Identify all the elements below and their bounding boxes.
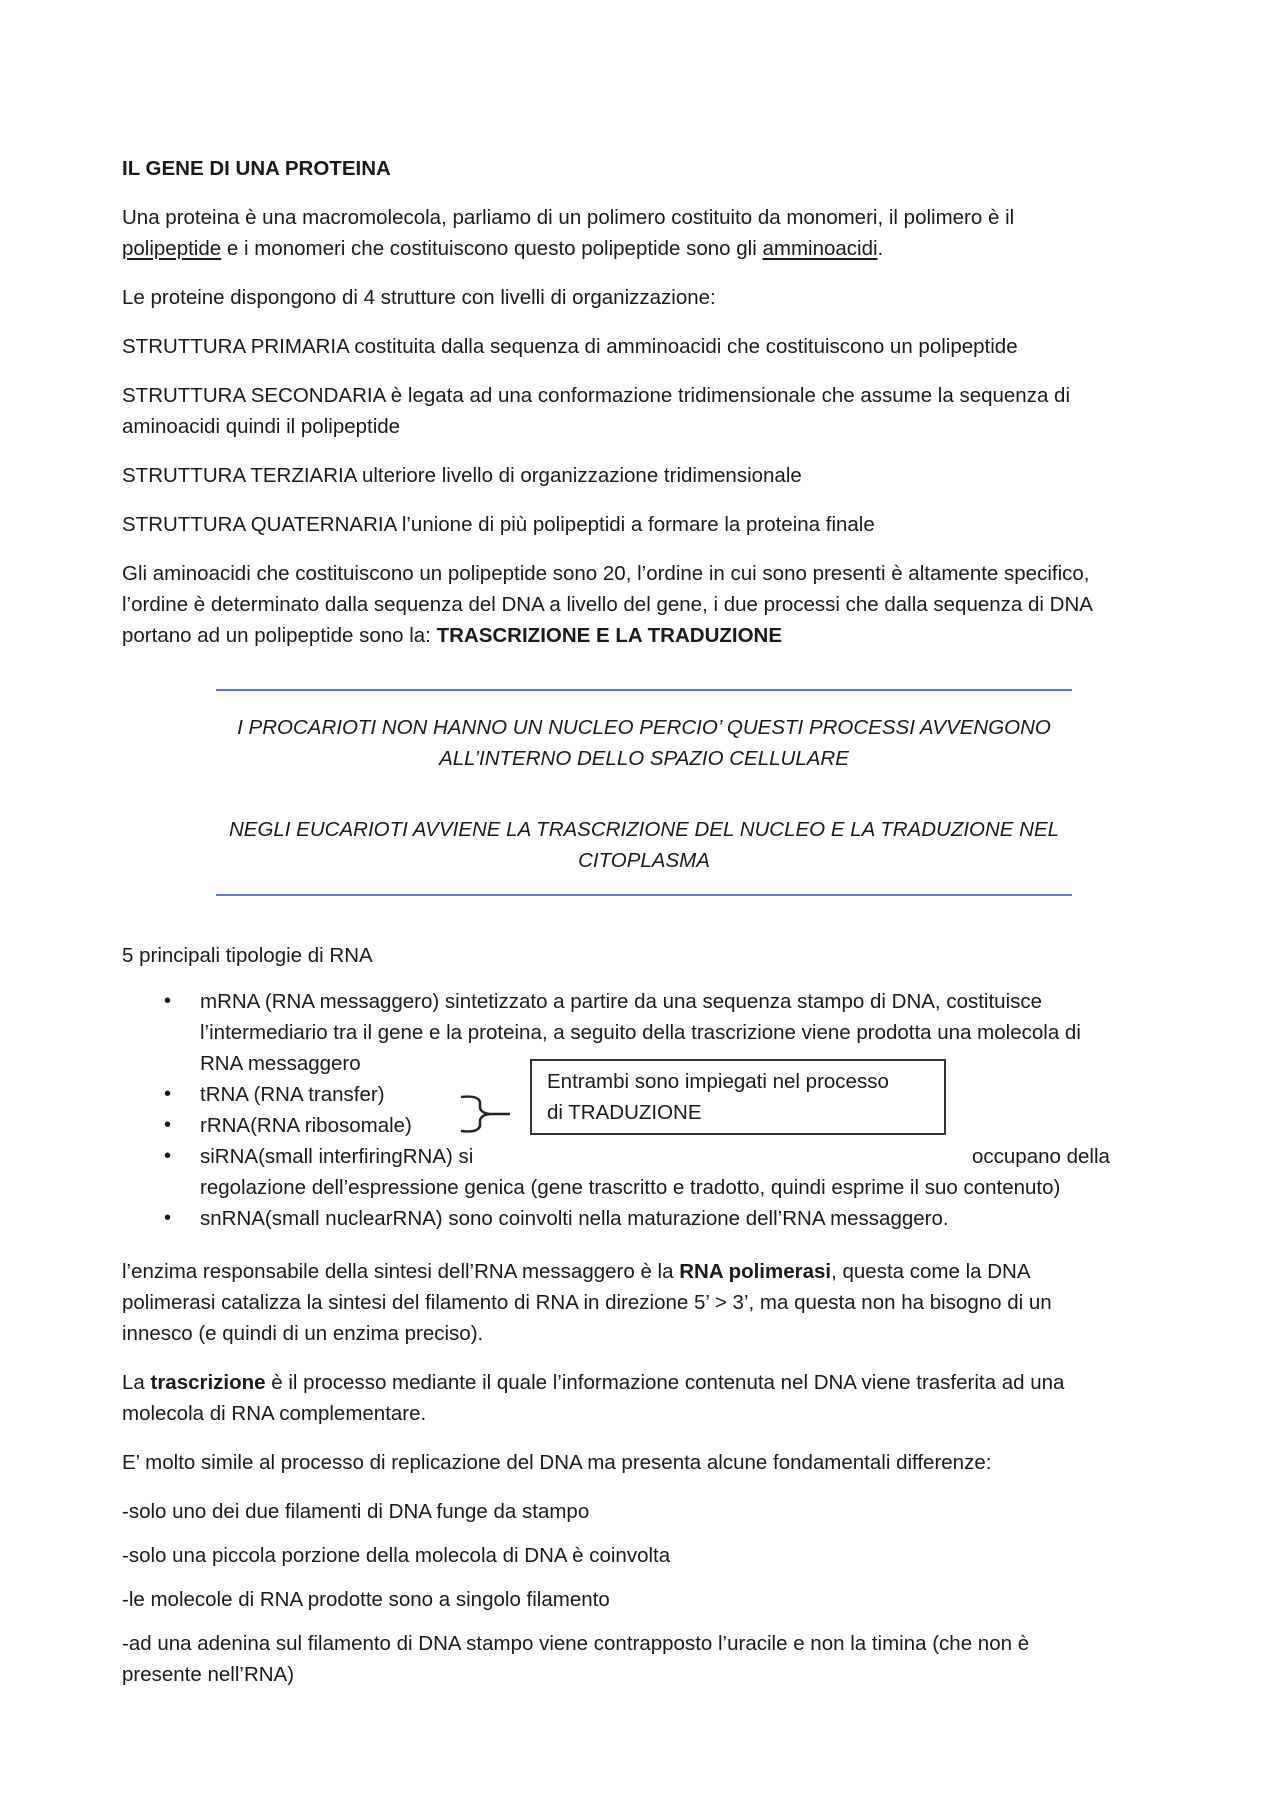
bullet-trna: •: [164, 1083, 172, 1105]
amino-line-3-text: portano ad un polipeptide sono la:: [122, 624, 437, 647]
amino-line-3: [122, 620, 782, 651]
callout-top-rule: [216, 689, 1072, 691]
rrna-item: rRNA(RNA ribosomale): [200, 1114, 412, 1137]
enzima-line-2: polimerasi catalizza la sintesi del filamento di RNA in direzione 5’ > 3’, ma questa non ha bisogno di un: [122, 1291, 1052, 1314]
intro-line-2-end: .: [877, 237, 884, 260]
callout-prokaryotes-line-2: ALL’INTERNO DELLO SPAZIO CELLULARE: [439, 747, 849, 770]
enzima-line-3: innesco (e quindi di un enzima preciso).: [122, 1322, 484, 1345]
callout-bottom-rule: [216, 894, 1072, 896]
differences-intro: E’ molto simile al processo di replicazione del DNA ma presenta alcune fondamentali differenze:: [122, 1451, 992, 1474]
callout-prokaryotes-line-1: I PROCARIOTI NON HANNO UN NUCLEO PERCIO’ QUESTI PROCESSI AVVENGONO: [237, 716, 1051, 739]
difference-3: -le molecole di RNA prodotte sono a singolo filamento: [122, 1588, 610, 1611]
translation-note-line-1: Entrambi sono impiegati nel processo: [547, 1070, 889, 1093]
curly-brace-icon: [458, 1094, 512, 1134]
translation-note-line-2: di TRADUZIONE: [547, 1101, 702, 1124]
rna-intro: 5 principali tipologie di RNA: [122, 944, 373, 967]
amino-line-3-bold: TRASCRIZIONE E LA TRADUZIONE: [436, 624, 783, 647]
mrna-line-3: RNA messaggero: [200, 1052, 361, 1075]
translation-note-box: [530, 1059, 946, 1135]
intro-line-1: Una proteina è una macromolecola, parliamo di un polimero costituito da monomeri, il polimero è il: [122, 206, 1015, 229]
callout-eukaryotes-line-2: CITOPLASMA: [578, 849, 710, 872]
trascrizione-line-2: molecola di RNA complementare.: [122, 1402, 427, 1425]
structure-secondary-line-2: aminoacidi quindi il polipeptide: [122, 415, 401, 438]
amino-line-2: l’ordine è determinato dalla sequenza del DNA a livello del gene, i due processi che dalla sequenza di DNA: [122, 593, 1093, 616]
trascrizione-line-1a: La: [122, 1371, 151, 1394]
page-title: IL GENE DI UNA PROTEINA: [122, 157, 391, 180]
bullet-sirna: •: [164, 1145, 172, 1167]
amino-line-1: Gli aminoacidi che costituiscono un polipeptide sono 20, l’ordine in cui sono presenti è altamente specifico,: [122, 562, 1090, 585]
structures-intro: Le proteine dispongono di 4 strutture con livelli di organizzazione:: [122, 286, 716, 309]
enzima-line-1: [122, 1256, 1031, 1287]
difference-2: -solo una piccola porzione della molecola di DNA è coinvolta: [122, 1544, 671, 1567]
bullet-snrna: •: [164, 1207, 172, 1229]
snrna-item: snRNA(small nuclearRNA) sono coinvolti nella maturazione dell’RNA messaggero.: [200, 1207, 949, 1230]
structure-quaternary: STRUTTURA QUATERNARIA l’unione di più polipeptidi a formare la proteina finale: [122, 513, 875, 536]
bullet-rrna: •: [164, 1114, 172, 1136]
trna-item: tRNA (RNA transfer): [200, 1083, 385, 1106]
mrna-line-2: l’intermediario tra il gene e la proteina, a seguito della trascrizione viene prodotta una molecola di: [200, 1021, 1081, 1044]
difference-4-line-2: presente nell’RNA): [122, 1663, 295, 1686]
bullet-mrna: •: [164, 990, 172, 1012]
enzima-rna-polimerasi: RNA polimerasi: [679, 1260, 832, 1283]
structure-primary: STRUTTURA PRIMARIA costituita dalla sequenza di amminoacidi che costituiscono un polipeptide: [122, 335, 1018, 358]
trascrizione-line-1c: è il processo mediante il quale l’informazione contenuta nel DNA viene trasferita ad una: [265, 1371, 1065, 1394]
structure-tertiary: STRUTTURA TERZIARIA ulteriore livello di organizzazione tridimensionale: [122, 464, 802, 487]
mrna-line-1: mRNA (RNA messaggero) sintetizzato a partire da una sequenza stampo di DNA, costituisce: [200, 990, 1043, 1013]
intro-line-2: [122, 233, 883, 264]
intro-line-2-mid: e i monomeri che costituiscono questo polipeptide sono gli: [221, 237, 763, 260]
difference-1: -solo uno dei due filamenti di DNA funge da stampo: [122, 1500, 590, 1523]
term-amminoacidi: amminoacidi: [762, 237, 878, 260]
enzima-line-1a: l’enzima responsabile della sintesi dell’RNA messaggero è la: [122, 1260, 680, 1283]
enzima-line-1c: , questa come la DNA: [831, 1260, 1031, 1283]
sirna-line-2: regolazione dell’espressione genica (gene trascritto e tradotto, quindi esprime il suo contenuto): [200, 1176, 1061, 1199]
sirna-line-1b: occupano della: [972, 1145, 1110, 1168]
term-polipeptide: polipeptide: [122, 237, 222, 260]
callout-eukaryotes-line-1: NEGLI EUCARIOTI AVVIENE LA TRASCRIZIONE DEL NUCLEO E LA TRADUZIONE NEL: [228, 818, 1060, 841]
sirna-line-1a: siRNA(small interfiringRNA) si: [200, 1145, 474, 1168]
difference-4-line-1: -ad una adenina sul filamento di DNA stampo viene contrapposto l’uracile e non la timina (che non è: [122, 1632, 1030, 1655]
trascrizione-term: trascrizione: [150, 1371, 266, 1394]
structure-secondary-line-1: STRUTTURA SECONDARIA è legata ad una conformazione tridimensionale che assume la sequenza di: [122, 384, 1071, 407]
trascrizione-line-1: [122, 1367, 1064, 1398]
